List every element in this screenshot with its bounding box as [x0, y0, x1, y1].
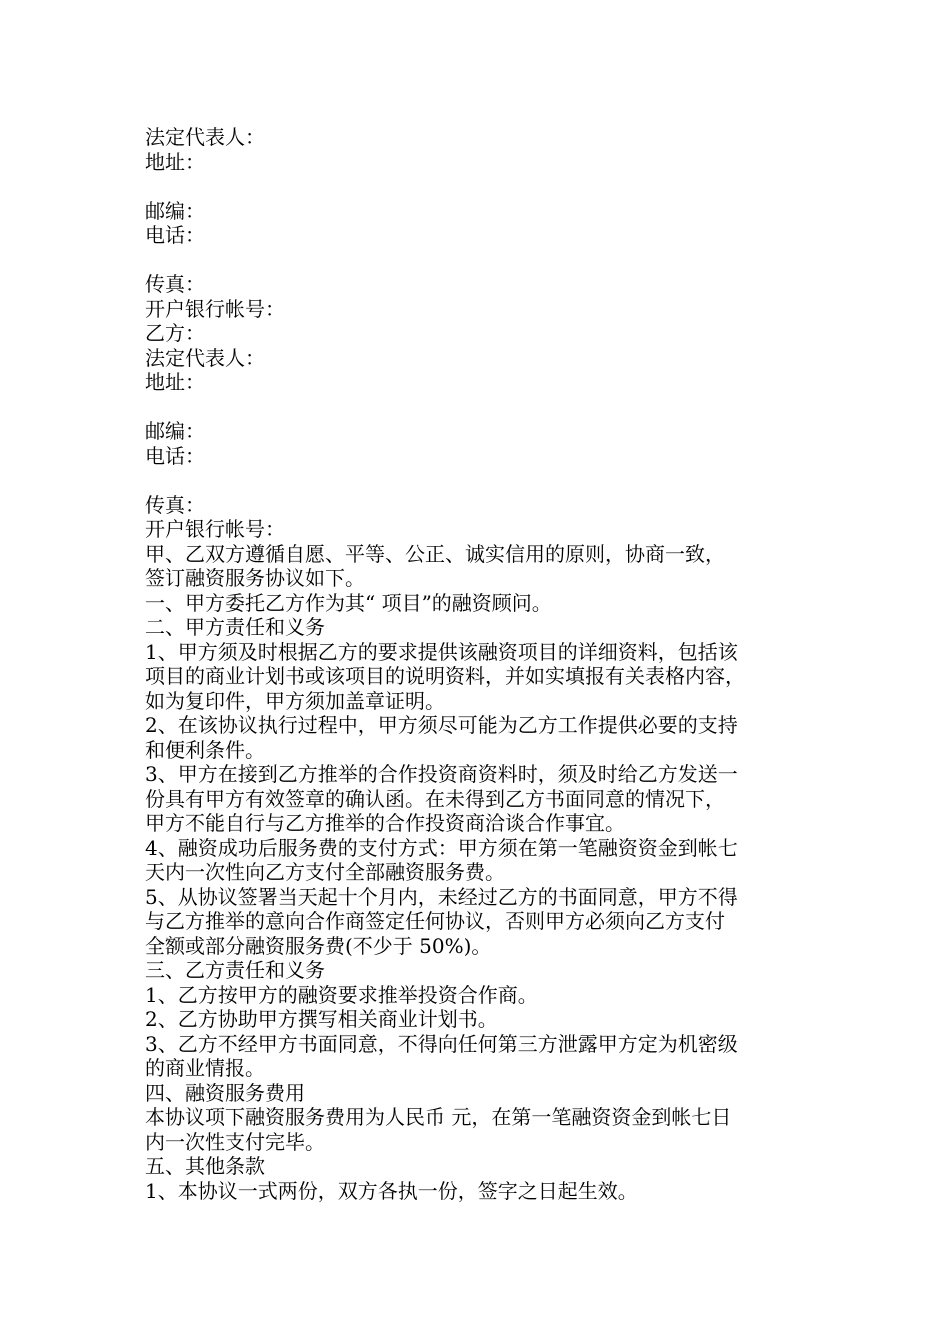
clause-heading: 一、甲方委托乙方作为其“ 项目”的融资顾问。: [145, 590, 552, 615]
body-line: 3、甲方在接到乙方推举的合作投资商资料时，须及时给乙方发送一: [145, 762, 738, 786]
party-b-title: 乙方：: [145, 321, 205, 345]
body-line: 签订融资服务协议如下。: [145, 566, 365, 590]
body-line: 甲、乙双方遵循自愿、平等、公正、诚实信用的原则，协商一致，: [145, 541, 725, 566]
blank-line: [145, 395, 825, 420]
body-line: 项目的商业计划书或该项目的说明资料，并如实填报有关表格内容，: [145, 664, 745, 688]
body-line: 2、在该协议执行过程中，甲方须尽可能为乙方工作提供必要的支持: [145, 713, 738, 737]
body-line: 内一次性支付完毕。: [145, 1129, 325, 1154]
body-line: 全额或部分融资服务费(不少于 50%)。: [145, 933, 492, 958]
party-a-legal-rep: 法定代表人：: [145, 125, 265, 149]
body-line: 1、乙方按甲方的融资要求推举投资合作商。: [145, 982, 538, 1007]
party-a-postcode: 邮编：: [145, 198, 205, 223]
body-line: 本协议项下融资服务费用为人民币 元，在第一笔融资资金到帐七日: [145, 1105, 732, 1129]
party-a-address: 地址：: [145, 149, 205, 174]
body-line: 5、从协议签署当天起十个月内，未经过乙方的书面同意，甲方不得: [145, 884, 738, 909]
blank-line: [145, 174, 825, 199]
party-a-bank-account: 开户银行帐号：: [145, 296, 285, 321]
body-line: 如为复印件，甲方须加盖章证明。: [145, 688, 445, 713]
section-heading: 四、融资服务费用: [145, 1080, 305, 1105]
body-line: 和便利条件。: [145, 737, 265, 762]
party-b-address: 地址：: [145, 370, 205, 394]
blank-line: [145, 248, 825, 273]
body-line: 天内一次性向乙方支付全部融资服务费。: [145, 860, 505, 884]
party-a-fax: 传真：: [145, 272, 205, 296]
body-line: 1、甲方须及时根据乙方的要求提供该融资项目的详细资料，包括该: [145, 639, 738, 664]
party-a-phone: 电话：: [145, 223, 205, 247]
party-b-bank-account: 开户银行帐号：: [145, 517, 285, 541]
body-line: 1、本协议一式两份，双方各执一份，签字之日起生效。: [145, 1178, 638, 1203]
body-line: 的商业情报。: [145, 1056, 265, 1080]
party-b-fax: 传真：: [145, 492, 205, 517]
body-line: 3、乙方不经甲方书面同意，不得向任何第三方泄露甲方定为机密级: [145, 1031, 738, 1056]
party-b-phone: 电话：: [145, 443, 205, 468]
section-heading: 三、乙方责任和义务: [145, 958, 325, 982]
body-line: 2、乙方协助甲方撰写相关商业计划书。: [145, 1007, 498, 1031]
party-b-legal-rep: 法定代表人：: [145, 345, 265, 370]
body-line: 份具有甲方有效签章的确认函。在未得到乙方书面同意的情况下，: [145, 786, 725, 811]
section-heading: 二、甲方责任和义务: [145, 615, 325, 639]
contract-text: [145, 125, 825, 1203]
blank-line: [145, 468, 825, 493]
body-line: 与乙方推举的意向合作商签定任何协议，否则甲方必须向乙方支付: [145, 909, 725, 933]
section-heading: 五、其他条款: [145, 1154, 265, 1178]
party-b-postcode: 邮编：: [145, 419, 205, 443]
body-line: 4、融资成功后服务费的支付方式：甲方须在第一笔融资资金到帐七: [145, 835, 738, 860]
body-line: 甲方不能自行与乙方推举的合作投资商洽谈合作事宜。: [145, 811, 625, 835]
